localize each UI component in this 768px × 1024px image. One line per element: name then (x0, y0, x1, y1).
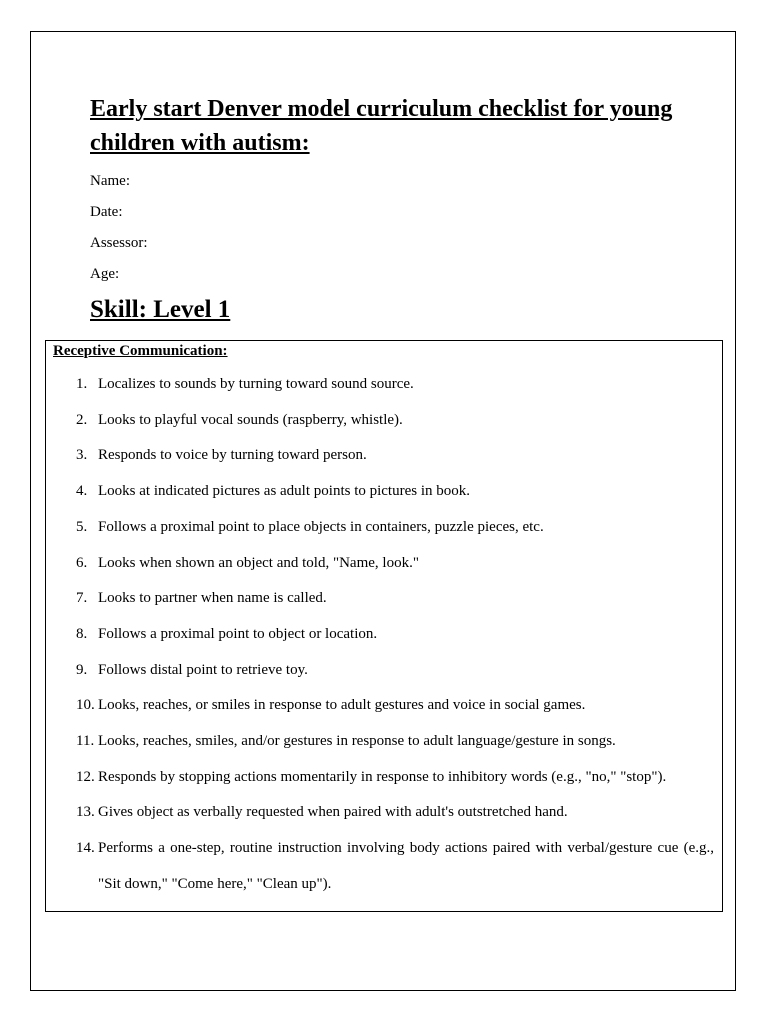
item-text: Responds to voice by turning toward person. (98, 447, 367, 464)
item-text: Responds by stopping actions momentarily in response to inhibitory words (e.g., "no," "stop"). (98, 768, 667, 785)
item-number: 5. (76, 518, 88, 535)
name-field-label: Name: (90, 173, 130, 189)
list-item (46, 510, 722, 546)
item-text: Looks to partner when name is called. (98, 590, 327, 607)
item-text: Looks, reaches, smiles, and/or gestures in response to adult language/gesture in songs. (98, 733, 616, 750)
item-number: 6. (76, 554, 88, 571)
item-number: 14. (76, 840, 95, 857)
form-fields (90, 170, 148, 294)
section-title: Receptive Communication: (53, 343, 228, 359)
item-text: Looks at indicated pictures as adult points to pictures in book. (98, 483, 471, 500)
list-item (46, 403, 722, 439)
item-number: 10. (76, 697, 95, 714)
item-number: 13. (76, 804, 95, 821)
date-field-label: Date: (90, 204, 123, 220)
list-item (46, 367, 722, 403)
item-text: Follows a proximal point to place objects in containers, puzzle pieces, etc. (98, 518, 544, 535)
item-number: 7. (76, 590, 88, 607)
item-number: 9. (76, 661, 88, 678)
list-item (46, 760, 722, 796)
list-item (46, 688, 722, 724)
list-item (46, 546, 722, 582)
item-text: Localizes to sounds by turning toward sound source. (98, 376, 414, 392)
item-number: 1. (76, 376, 88, 392)
item-number: 8. (76, 625, 88, 642)
item-number: 11. (76, 733, 95, 750)
list-item (46, 831, 722, 902)
list-item (46, 581, 722, 617)
list-item (46, 795, 722, 831)
document-title: Early start Denver model curriculum checklist for young children with autism: (90, 96, 673, 156)
item-text: Looks when shown an object and told, "Name, look." (98, 554, 419, 571)
item-text: Looks, reaches, or smiles in response to adult gestures and voice in social games. (98, 697, 586, 714)
item-number: 12. (76, 768, 95, 785)
assessor-field-label: Assessor: (90, 235, 148, 251)
skill-heading: Skill: Level 1 (90, 296, 231, 323)
age-field-label: Age: (90, 266, 120, 282)
item-number: 2. (76, 411, 88, 428)
item-text: Follows distal point to retrieve toy. (98, 661, 308, 678)
item-number: 3. (76, 447, 88, 464)
list-item (46, 474, 722, 510)
item-text: Gives object as verbally requested when paired with adult's outstretched hand. (98, 804, 568, 821)
item-text: Performs a one-step, routine instruction involving body actions paired with verbal/gesture cue (e.g., "Sit down," "Come here," "Clean up"). (98, 840, 714, 892)
item-text: Looks to playful vocal sounds (raspberry, whistle). (98, 411, 403, 428)
list-item (46, 438, 722, 474)
list-item (46, 724, 722, 760)
receptive-communication-section (45, 340, 723, 912)
list-item (46, 617, 722, 653)
item-text: Follows a proximal point to object or location. (98, 625, 378, 642)
item-number: 4. (76, 483, 88, 500)
list-item (46, 653, 722, 689)
checklist-items (46, 367, 722, 903)
